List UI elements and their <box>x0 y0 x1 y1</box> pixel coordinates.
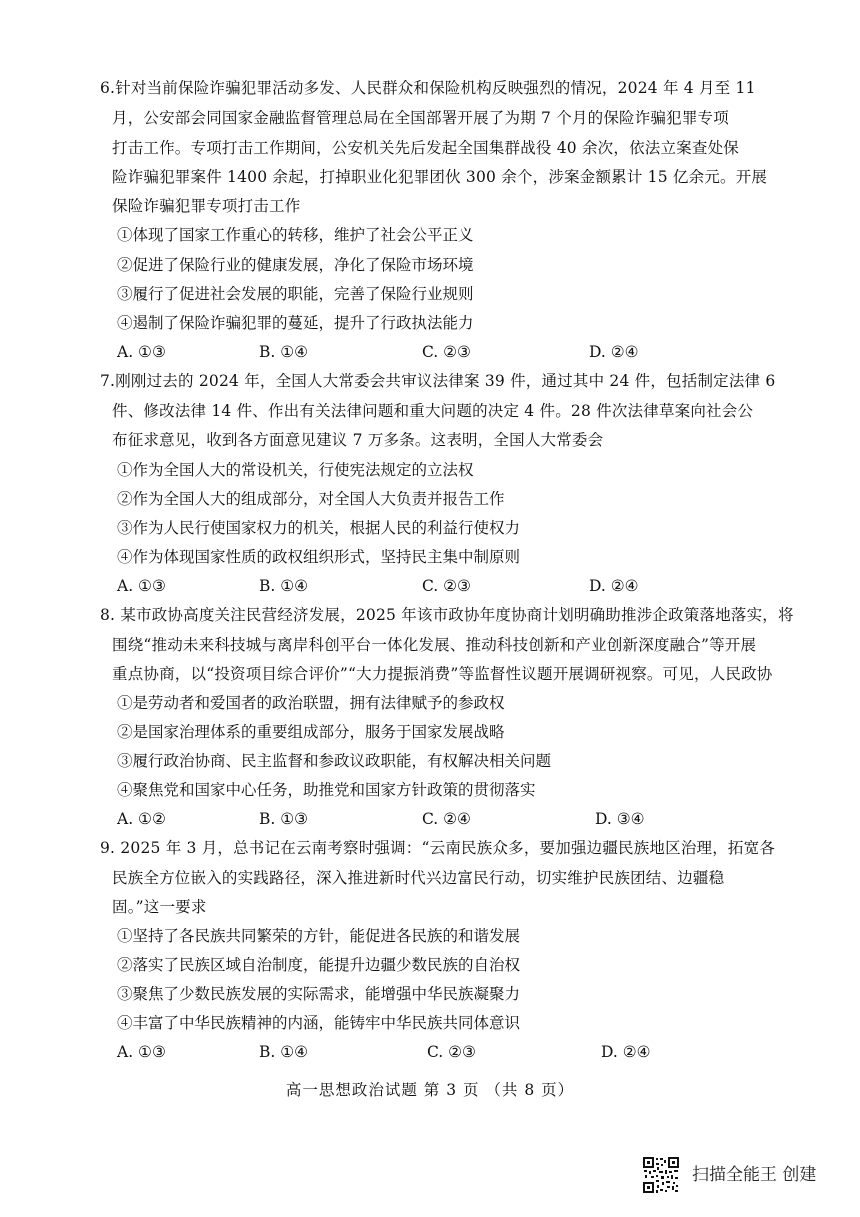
question-stem-line: 6.针对当前保险诈骗犯罪活动多发、人民群众和保险机构反映强烈的情况，2024 年 4 月至 11 <box>100 79 756 97</box>
scanner-watermark <box>642 1156 842 1196</box>
statement-option: ④丰富了中华民族精神的内涵，能铸牢中华民族共同体意识 <box>117 1014 521 1032</box>
statement-option: ③聚焦了少数民族发展的实际需求，能增强中华民族凝聚力 <box>117 985 521 1003</box>
question-stem-line: 件、修改法律 14 件、作出有关法律问题和重大问题的决定 4 件。28 件次法律草案向社会公 <box>112 402 754 420</box>
question-stem-line: 险诈骗犯罪案件 1400 余起，打掉职业化犯罪团伙 300 余个，涉案金额累计 15 亿余元。开展 <box>112 168 768 186</box>
answer-choices <box>117 342 767 362</box>
choice-d: D. ②④ <box>601 1043 651 1061</box>
choice-a: A. ①③ <box>117 343 166 361</box>
statement-option: ③履行政治协商、民主监督和参政议政职能，有权解决相关问题 <box>117 752 552 770</box>
statement-option: ④作为体现国家性质的政权组织形式，坚持民主集中制原则 <box>117 548 521 566</box>
question-stem-line: 打击工作。专项打击工作期间，公安机关先后发起全国集群战役 40 余次，依法立案查处保 <box>112 139 739 157</box>
choice-a: A. ①③ <box>117 577 166 595</box>
choice-c: C. ②③ <box>422 343 471 361</box>
answer-choices <box>117 1042 767 1062</box>
choice-d: D. ②④ <box>589 577 639 595</box>
question-stem-line: 重点协商，以“投资项目综合评价”“大力提振消费”等监督性议题开展调研视察。可见，人民政协 <box>112 665 773 683</box>
choice-d: D. ②④ <box>589 343 639 361</box>
statement-option: ③作为人民行使国家权力的机关，根据人民的利益行使权力 <box>117 519 521 537</box>
choice-b: B. ①④ <box>259 577 309 595</box>
question-stem-line: 保险诈骗犯罪专项打击工作 <box>112 197 301 215</box>
choice-c: C. ②③ <box>422 577 471 595</box>
question-stem-line: 民族全方位嵌入的实践路径，深入推进新时代兴边富民行动，切实维护民族团结、边疆稳 <box>112 869 725 887</box>
question-stem-line: 布征求意见，收到各方面意见建议 7 万多条。这表明，全国人大常委会 <box>112 431 604 449</box>
question-stem-line: 围绕“推动未来科技城与离岸科创平台一体化发展、推动科技创新和产业创新深度融合”等开展 <box>112 636 757 654</box>
statement-option: ④遏制了保险诈骗犯罪的蔓延，提升了行政执法能力 <box>117 314 474 332</box>
statement-option: ②促进了保险行业的健康发展，净化了保险市场环境 <box>117 256 474 274</box>
statement-option: ①坚持了各民族共同繁荣的方针，能促进各民族的和谐发展 <box>117 927 521 945</box>
statement-option: ①体现了国家工作重心的转移，维护了社会公平正义 <box>117 226 474 244</box>
statement-option: ②是国家治理体系的重要组成部分，服务于国家发展战略 <box>117 723 505 741</box>
page-footer: 高一思想政治试题 第 3 页 （共 8 页） <box>285 1081 575 1099</box>
question-stem-line: 7.刚刚过去的 2024 年，全国人大常委会共审议法律案 39 件，通过其中 24 件，包括制定法律 6 <box>100 372 776 390</box>
choice-b: B. ①④ <box>259 1043 309 1061</box>
question-stem-line: 月，公安部会同国家金融监督管理总局在全国部署开展了为期 7 个月的保险诈骗犯罪专项 <box>112 109 729 127</box>
answer-choices <box>117 809 767 829</box>
scanner-brand-text: 扫描全能王 创建 <box>692 1165 817 1185</box>
statement-option: ②作为全国人大的组成部分，对全国人大负责并报告工作 <box>117 490 505 508</box>
answer-choices <box>117 576 767 596</box>
statement-option: ③履行了促进社会发展的职能，完善了保险行业规则 <box>117 285 474 303</box>
question-stem-line: 8. 某市政协高度关注民营经济发展，2025 年该市政协年度协商计划明确助推涉企政策落地落实，将 <box>100 606 794 624</box>
qr-code-icon <box>642 1156 680 1194</box>
choice-a: A. ①② <box>117 810 166 828</box>
choice-c: C. ②③ <box>427 1043 476 1061</box>
statement-option: ④聚焦党和国家中心任务，助推党和国家方针政策的贯彻落实 <box>117 781 536 799</box>
statement-option: ①作为全国人大的常设机关，行使宪法规定的立法权 <box>117 461 474 479</box>
choice-c: C. ②④ <box>422 810 471 828</box>
choice-a: A. ①③ <box>117 1043 166 1061</box>
choice-b: B. ①④ <box>259 343 309 361</box>
question-stem-line: 固。”这一要求 <box>112 898 207 916</box>
question-stem-line: 9. 2025 年 3 月，总书记在云南考察时强调：“云南民族众多，要加强边疆民族地区治理，拓宽各 <box>100 839 776 857</box>
statement-option: ①是劳动者和爱国者的政治联盟，拥有法律赋予的参政权 <box>117 694 505 712</box>
choice-b: B. ①③ <box>259 810 309 828</box>
statement-option: ②落实了民族区域自治制度，能提升边疆少数民族的自治权 <box>117 956 521 974</box>
choice-d: D. ③④ <box>595 810 645 828</box>
